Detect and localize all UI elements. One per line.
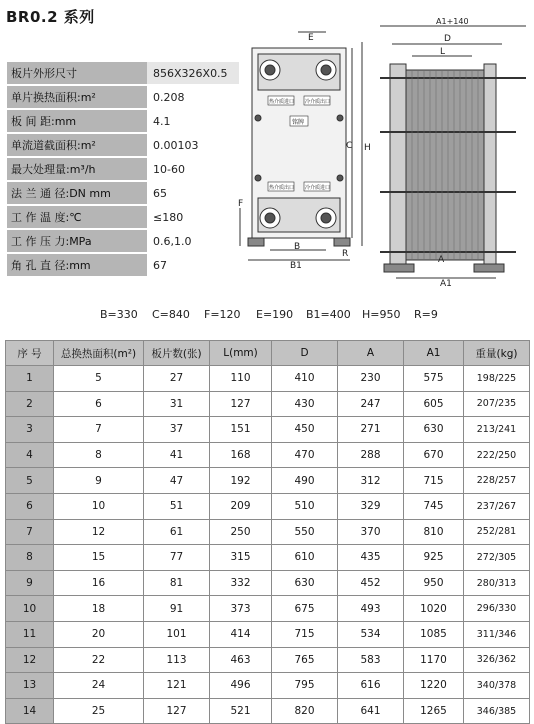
table-cell: 810 (404, 519, 464, 545)
spec-label: 单流道截面积:m² (7, 133, 147, 157)
table-cell: 61 (144, 519, 210, 545)
table-row (6, 493, 530, 519)
table-cell: 10 (54, 493, 144, 519)
table-cell: 228/257 (464, 468, 530, 494)
table-cell: 81 (144, 570, 210, 596)
spec-value: ≤180 (147, 205, 239, 229)
table-cell: 605 (404, 391, 464, 417)
table-cell: 47 (144, 468, 210, 494)
table-cell: 192 (210, 468, 272, 494)
table-row (6, 596, 530, 622)
table-cell: 9 (54, 468, 144, 494)
table-cell: 332 (210, 570, 272, 596)
spec-value: 65 (147, 181, 239, 205)
table-cell: 5 (54, 366, 144, 392)
column-header: D (272, 341, 338, 366)
table-cell: 496 (210, 673, 272, 699)
dim-b: B=330 (100, 308, 138, 321)
table-cell: 616 (338, 673, 404, 699)
table-cell: 15 (54, 545, 144, 571)
spec-label: 板片外形尺寸 (7, 62, 147, 85)
row-index: 5 (6, 468, 54, 494)
table-cell: 450 (272, 417, 338, 443)
table-cell: 925 (404, 545, 464, 571)
spec-row (7, 229, 239, 253)
table-row (6, 570, 530, 596)
table-cell: 247 (338, 391, 404, 417)
table-cell: 280/313 (464, 570, 530, 596)
table-cell: 1220 (404, 673, 464, 699)
spec-row (7, 205, 239, 229)
table-row (6, 519, 530, 545)
spec-label: 板 间 距:mm (7, 109, 147, 133)
spec-label: 最大处理量:m³/h (7, 157, 147, 181)
table-cell: 765 (272, 647, 338, 673)
table-cell: 510 (272, 493, 338, 519)
table-cell: 373 (210, 596, 272, 622)
tag-cold-in: 冷介质进口 (305, 185, 331, 191)
table-cell: 410 (272, 366, 338, 392)
dim-label-f: F (238, 199, 244, 209)
column-header: 板片数(张) (144, 341, 210, 366)
spec-label: 单片换热面积:m² (7, 85, 147, 109)
table-cell: 745 (404, 493, 464, 519)
table-cell: 630 (272, 570, 338, 596)
table-cell: 110 (210, 366, 272, 392)
row-index: 2 (6, 391, 54, 417)
table-row (6, 442, 530, 468)
spec-row (7, 157, 239, 181)
row-index: 4 (6, 442, 54, 468)
table-row (6, 673, 530, 699)
table-cell: 252/281 (464, 519, 530, 545)
table-cell: 715 (404, 468, 464, 494)
row-index: 11 (6, 621, 54, 647)
table-cell: 222/250 (464, 442, 530, 468)
table-cell: 31 (144, 391, 210, 417)
dim-f: F=120 (204, 308, 241, 321)
column-header: A (338, 341, 404, 366)
table-cell: 101 (144, 621, 210, 647)
table-cell: 370 (338, 519, 404, 545)
table-cell: 7 (54, 417, 144, 443)
table-row (6, 366, 530, 392)
dim-h: H=950 (362, 308, 401, 321)
table-cell: 340/378 (464, 673, 530, 699)
spec-table (7, 62, 239, 278)
table-cell: 550 (272, 519, 338, 545)
column-header: 重量(kg) (464, 341, 530, 366)
dim-label-a: A (438, 255, 445, 265)
table-cell: 51 (144, 493, 210, 519)
table-cell: 22 (54, 647, 144, 673)
table-cell: 463 (210, 647, 272, 673)
table-cell: 91 (144, 596, 210, 622)
dim-c: C=840 (152, 308, 190, 321)
spec-value: 856X326X0.5 (147, 62, 239, 85)
table-cell: 272/305 (464, 545, 530, 571)
spec-label: 法 兰 通 径:DN mm (7, 181, 147, 205)
table-cell: 296/330 (464, 596, 530, 622)
table-cell: 630 (404, 417, 464, 443)
table-cell: 470 (272, 442, 338, 468)
table-cell: 41 (144, 442, 210, 468)
tag-nameplate: 铭牌 (292, 119, 305, 126)
table-cell: 670 (404, 442, 464, 468)
table-cell: 315 (210, 545, 272, 571)
spec-value: 0.208 (147, 85, 239, 109)
table-cell: 715 (272, 621, 338, 647)
table-cell: 346/385 (464, 698, 530, 724)
dim-label-a1-140: A1+140 (436, 17, 469, 26)
table-cell: 435 (338, 545, 404, 571)
row-index: 6 (6, 493, 54, 519)
table-cell: 127 (210, 391, 272, 417)
table-row (6, 417, 530, 443)
tag-cold-out: 冷介质出口 (305, 99, 331, 105)
spec-label: 工 作 温 度:℃ (7, 205, 147, 229)
table-cell: 213/241 (464, 417, 530, 443)
table-cell: 25 (54, 698, 144, 724)
table-cell: 207/235 (464, 391, 530, 417)
front-view-drawing (238, 28, 374, 268)
table-cell: 521 (210, 698, 272, 724)
dim-label-r: R (342, 249, 349, 259)
table-row (6, 647, 530, 673)
table-cell: 820 (272, 698, 338, 724)
spec-value: 10-60 (147, 157, 239, 181)
dim-b1: B1=400 (306, 308, 351, 321)
table-cell: 8 (54, 442, 144, 468)
spec-label: 角 孔 直 径:mm (7, 253, 147, 277)
table-cell: 1170 (404, 647, 464, 673)
spec-row (7, 62, 239, 85)
table-cell: 237/267 (464, 493, 530, 519)
table-row (6, 621, 530, 647)
table-cell: 795 (272, 673, 338, 699)
table-cell: 127 (144, 698, 210, 724)
table-cell: 312 (338, 468, 404, 494)
dim-label-a1: A1 (440, 279, 452, 286)
table-cell: 37 (144, 417, 210, 443)
table-cell: 414 (210, 621, 272, 647)
table-row (6, 391, 530, 417)
table-cell: 250 (210, 519, 272, 545)
spec-row (7, 253, 239, 277)
table-cell: 24 (54, 673, 144, 699)
table-cell: 113 (144, 647, 210, 673)
table-cell: 326/362 (464, 647, 530, 673)
table-cell: 1020 (404, 596, 464, 622)
model-table (5, 340, 530, 724)
row-index: 14 (6, 698, 54, 724)
table-cell: 641 (338, 698, 404, 724)
table-cell: 1085 (404, 621, 464, 647)
table-row (6, 468, 530, 494)
spec-value: 67 (147, 253, 239, 277)
dim-label-l: L (440, 47, 446, 57)
table-cell: 20 (54, 621, 144, 647)
table-cell: 493 (338, 596, 404, 622)
table-cell: 151 (210, 417, 272, 443)
table-cell: 430 (272, 391, 338, 417)
dim-label-b1: B1 (290, 261, 302, 268)
row-index: 1 (6, 366, 54, 392)
dim-label-e: E (308, 33, 314, 43)
dim-label-b: B (294, 242, 301, 252)
dim-label-c: C (346, 141, 353, 151)
spec-row (7, 85, 239, 109)
spec-row (7, 133, 239, 157)
row-index: 8 (6, 545, 54, 571)
table-cell: 12 (54, 519, 144, 545)
table-cell: 27 (144, 366, 210, 392)
table-cell: 329 (338, 493, 404, 519)
table-cell: 534 (338, 621, 404, 647)
spec-row (7, 181, 239, 205)
table-cell: 490 (272, 468, 338, 494)
row-index: 7 (6, 519, 54, 545)
table-cell: 675 (272, 596, 338, 622)
row-index: 13 (6, 673, 54, 699)
table-cell: 950 (404, 570, 464, 596)
column-header: 总换热面积(m²) (54, 341, 144, 366)
spec-value: 0.6,1.0 (147, 229, 239, 253)
row-index: 9 (6, 570, 54, 596)
spec-value: 0.00103 (147, 133, 239, 157)
column-header: L(mm) (210, 341, 272, 366)
table-cell: 288 (338, 442, 404, 468)
tag-hot-in: 热介质进口 (269, 99, 295, 105)
dim-label-d: D (444, 34, 451, 44)
column-header: A1 (404, 341, 464, 366)
table-cell: 610 (272, 545, 338, 571)
table-cell: 6 (54, 391, 144, 417)
side-view-drawing (376, 16, 530, 286)
table-cell: 77 (144, 545, 210, 571)
table-cell: 121 (144, 673, 210, 699)
row-index: 10 (6, 596, 54, 622)
page-title: BR0.2 系列 (6, 8, 95, 26)
table-cell: 452 (338, 570, 404, 596)
table-cell: 311/346 (464, 621, 530, 647)
table-cell: 230 (338, 366, 404, 392)
spec-row (7, 109, 239, 133)
table-cell: 1265 (404, 698, 464, 724)
table-cell: 271 (338, 417, 404, 443)
row-index: 12 (6, 647, 54, 673)
table-row (6, 545, 530, 571)
table-cell: 583 (338, 647, 404, 673)
column-header: 序 号 (6, 341, 54, 366)
dim-e: E=190 (256, 308, 294, 321)
table-cell: 168 (210, 442, 272, 468)
table-cell: 18 (54, 596, 144, 622)
table-cell: 16 (54, 570, 144, 596)
dim-label-h: H (364, 143, 371, 153)
row-index: 3 (6, 417, 54, 443)
table-cell: 209 (210, 493, 272, 519)
dim-r: R=9 (414, 308, 438, 321)
table-row (6, 698, 530, 724)
table-cell: 198/225 (464, 366, 530, 392)
table-cell: 575 (404, 366, 464, 392)
tag-hot-out: 热介质出口 (269, 185, 295, 191)
spec-label: 工 作 压 力:MPa (7, 229, 147, 253)
spec-value: 4.1 (147, 109, 239, 133)
